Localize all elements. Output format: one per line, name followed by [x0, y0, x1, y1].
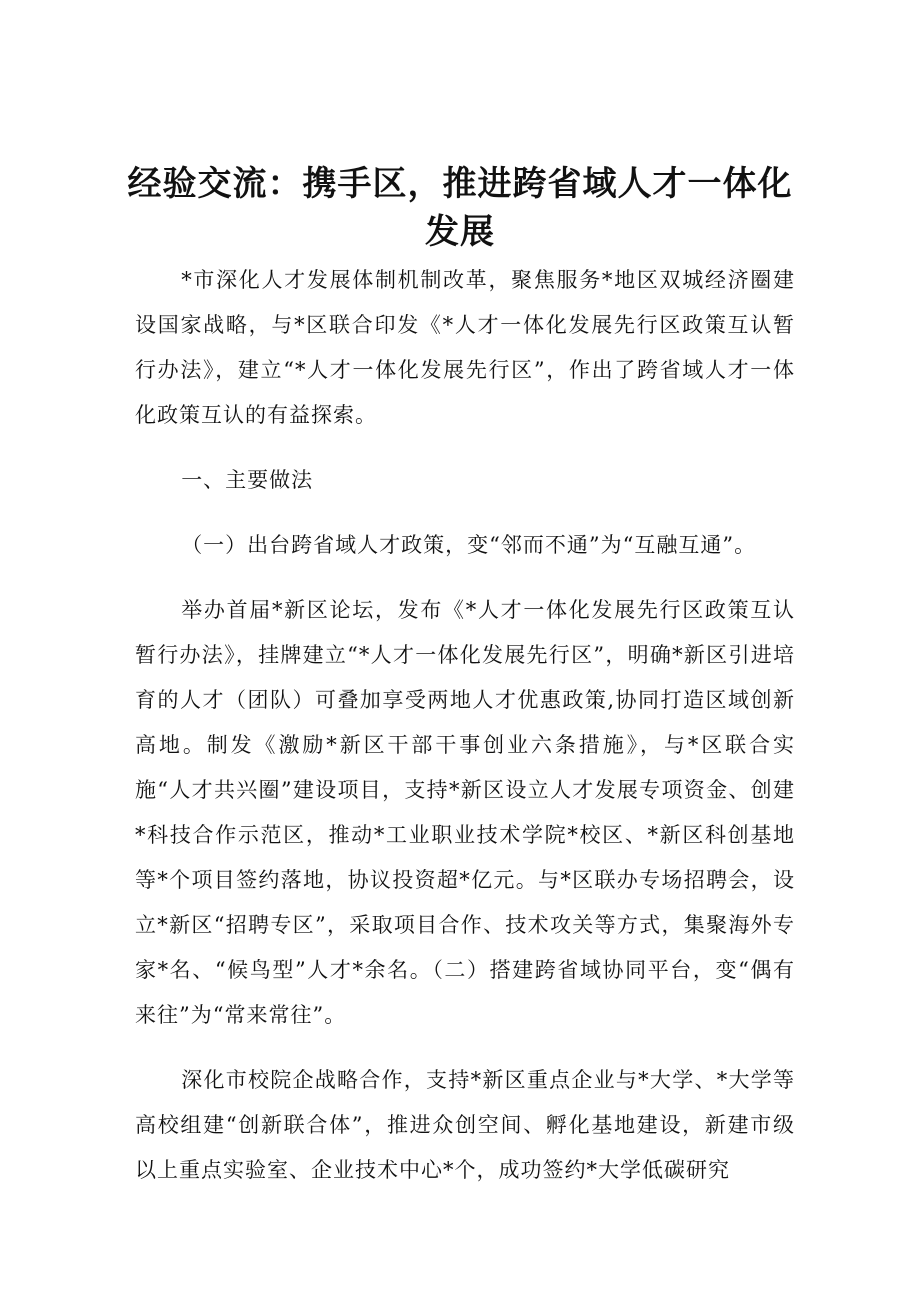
subsection-heading-policy: （一）出台跨省域人才政策，变“邻而不通”为“互融互通”。	[181, 533, 757, 557]
document-title: 经验交流：携手区，推进跨省域人才一体化发展	[127, 164, 793, 252]
section-heading-main-practices: 一、主要做法	[181, 468, 314, 492]
body-paragraph-cooperation: 深化市校院企战略合作，支持*新区重点企业与*大学、*大学等高校组建“创新联合体”，推进众创空间、孵化基地建设，新建市级以上重点实验室、企业技术中心*个，成功签约*大学低碳研究	[135, 1068, 795, 1182]
document-body	[135, 258, 795, 1213]
intro-paragraph: *市深化人才发展体制机制改革，聚焦服务*地区双城经济圈建设国家战略，与*区联合印发《*人才一体化发展先行区政策互认暂行办法》，建立“*人才一体化发展先行区”，作出了跨省域人才一体化政策互认的有益探索。	[135, 268, 795, 427]
body-paragraph-policy: 举办首届*新区论坛，发布《*人才一体化发展先行区政策互认暂行办法》，挂牌建立“*人才一体化发展先行区”，明确*新区引进培育的人才（团队）可叠加享受两地人才优惠政策,协同打造区域创新高地。制发《激励*新区干部干事创业六条措施》，与*区联合实施“人才共兴圈”建设项目，支持*新区设立人才发展专项资金、创建*科技合作示范区，推动*工业职业技术学院*校区、*新区科创基地等*个项目签约落地，协议投资超*亿元。与*区联办专场招聘会，设立*新区“招聘专区”，采取项目合作、技术攻关等方式，集聚海外专家*名、“候鸟型”人才*余名。（二）搭建跨省域协同平台，变“偶有来往”为“常来常往”。	[135, 598, 795, 1027]
